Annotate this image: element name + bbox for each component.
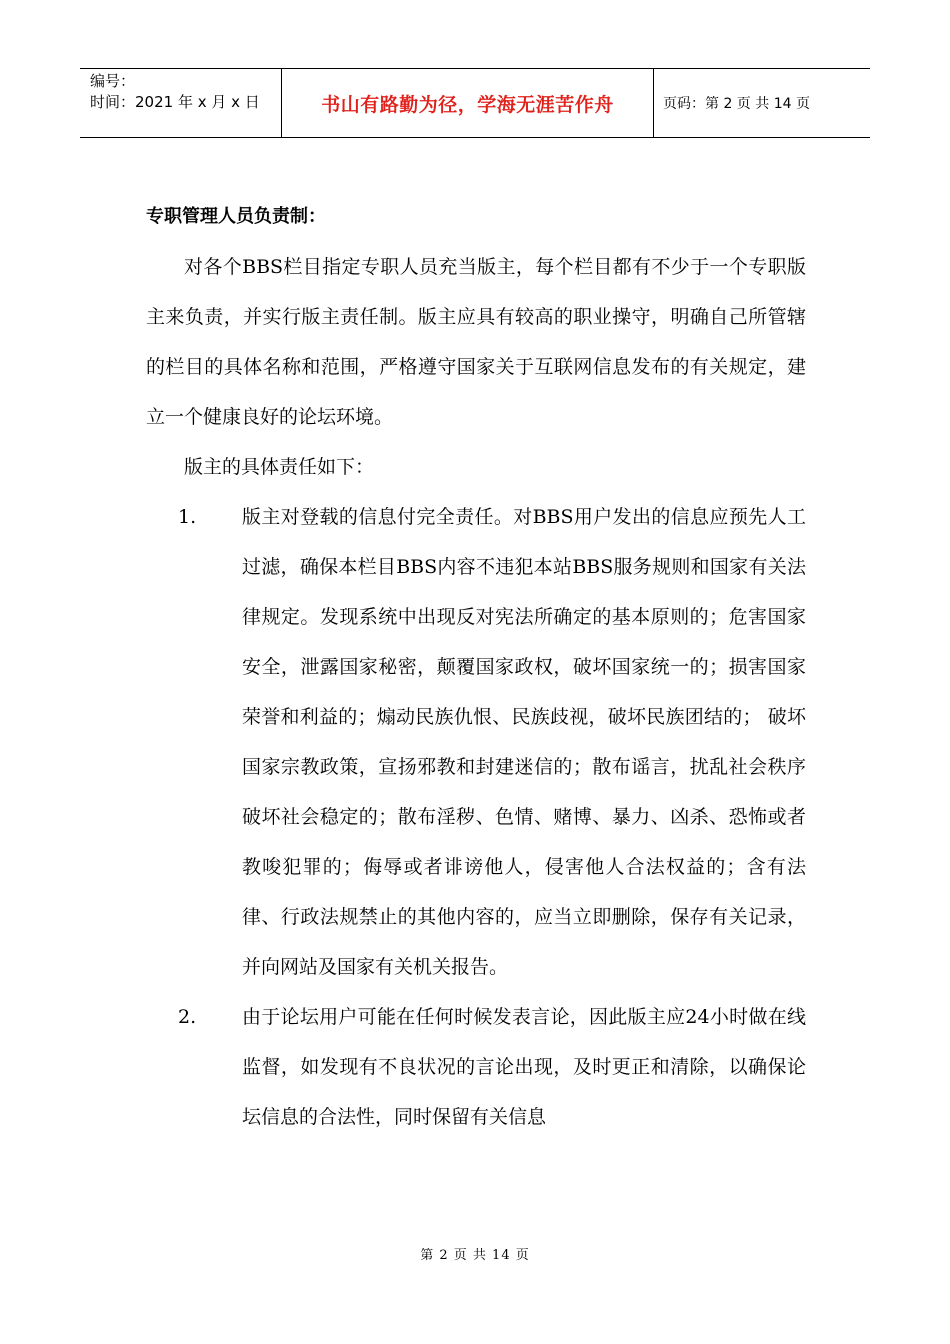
document-date: 时间：2021 年 x 月 x 日 [90,93,260,111]
document-body [146,206,806,1142]
list-item [146,492,806,992]
header-motto-cell [282,69,654,137]
list-item [146,992,806,1142]
list-item-number: 2. [178,1006,197,1028]
responsibilities-intro: 版主的具体责任如下： [184,456,375,478]
list-item-text: 由于论坛用户可能在任何时候发表言论，因此版主应24小时做在线监督，如发现有不良状况的言论出现，及时更正和清除，以确保论坛信息的合法性，同时保留有关信息 [242,1006,806,1128]
header-meta [80,69,282,137]
list-item-number: 1. [178,506,197,528]
list-item-text: 版主对登载的信息付完全责任。对BBS用户发出的信息应预先人工过滤，确保本栏目BBS内容不违犯本站BBS服务规则和国家有关法律规定。发现系统中出现反对宪法所确定的基本原则的；危害国家安全，泄露国家秘密，颠覆国家政权，破坏国家统一的；损害国家荣誉和利益的；煽动民族仇恨、民族歧视，破坏民族团结的； 破坏国家宗教政策，宣扬邪教和封建迷信的；散布谣言，扰乱社会秩序破坏社会稳定的；散布淫秽、色情、赌博、暴力、凶杀、恐怖或者教唆犯罪的；侮辱或者诽谤他人，侵害他人合法权益的；含有法律、行政法规禁止的其他内容的，应当立即删除，保存有关记录，并向网站及国家有关机关报告。 [242,506,806,978]
header-page-info: 页码：第 2 页 共 14 页 [663,96,810,112]
intro-paragraph: 对各个BBS栏目指定专职人员充当版主，每个栏目都有不少于一个专职版主来负责，并实行版主责任制。版主应具有较高的职业操守，明确自己所管辖的栏目的具体名称和范围，严格遵守国家关于互联网信息发布的有关规定，建立一个健康良好的论坛环境。 [146,256,806,428]
document-number-label: 编号： [90,72,136,90]
header-page-info-cell [654,69,870,137]
header-motto: 书山有路勤为径，学海无涯苦作舟 [321,93,614,116]
page-footer: 第 2 页 共 14 页 [420,1248,530,1263]
page-header [80,68,870,138]
section-title: 专职管理人员负责制： [146,206,326,227]
